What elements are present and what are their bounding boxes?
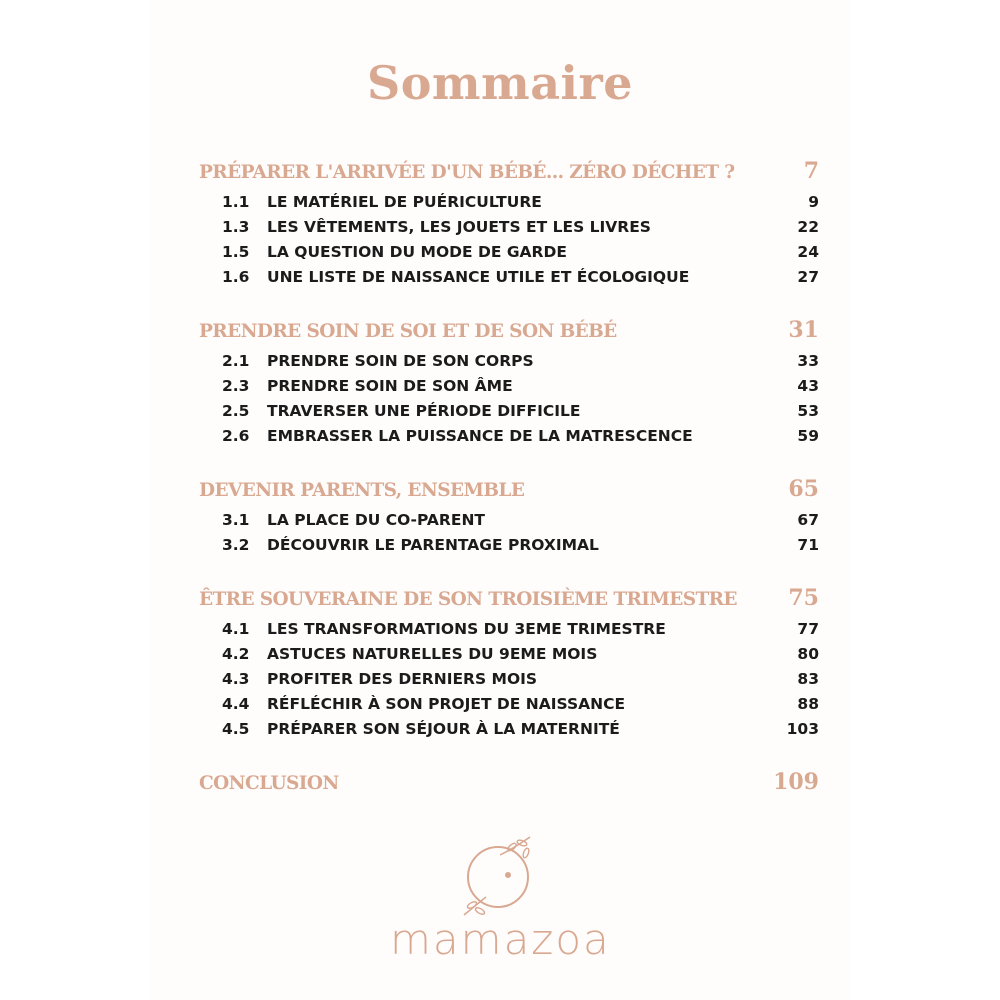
item-label: RÉFLÉCHIR À SON PROJET DE NAISSANCE — [267, 695, 626, 713]
toc-item — [199, 349, 819, 374]
brand-name: mamazoa — [390, 915, 611, 964]
item-page-number: 83 — [797, 670, 819, 688]
item-label: EMBRASSER LA PUISSANCE DE LA MATRESCENCE — [267, 427, 693, 445]
item-label: TRAVERSER UNE PÉRIODE DIFFICILE — [267, 402, 581, 420]
item-number: 3.1 — [222, 511, 250, 529]
item-label: LE MATÉRIEL DE PUÉRICULTURE — [267, 193, 542, 211]
item-label: DÉCOUVRIR LE PARENTAGE PROXIMAL — [267, 536, 599, 554]
section-title: DEVENIR PARENTS, ENSEMBLE — [199, 480, 525, 501]
item-label: LES VÊTEMENTS, LES JOUETS ET LES LIVRES — [267, 218, 651, 236]
item-page-number: 53 — [797, 402, 819, 420]
item-number: 4.1 — [222, 620, 250, 638]
toc-item — [199, 717, 819, 742]
toc-item — [199, 265, 819, 290]
item-page-number: 59 — [797, 427, 819, 445]
item-label: UNE LISTE DE NAISSANCE UTILE ET ÉCOLOGIQUE — [267, 268, 690, 286]
item-page-number: 33 — [797, 352, 819, 370]
toc-section — [199, 579, 819, 742]
toc-section — [199, 470, 819, 558]
toc-section — [199, 152, 819, 290]
item-number: 2.3 — [222, 377, 250, 395]
item-label: ASTUCES NATURELLES DU 9EME MOIS — [267, 645, 598, 663]
document-page — [150, 0, 850, 1000]
section-title: PRENDRE SOIN DE SOI ET DE SON BÉBÉ — [199, 321, 617, 342]
item-label: PROFITER DES DERNIERS MOIS — [267, 670, 538, 688]
toc-item — [199, 692, 819, 717]
item-number: 4.5 — [222, 720, 250, 738]
section-title: PRÉPARER L'ARRIVÉE D'UN BÉBÉ... ZÉRO DÉCHET ? — [199, 162, 735, 183]
item-page-number: 71 — [797, 536, 819, 554]
item-label: PRENDRE SOIN DE SON ÂME — [267, 377, 513, 395]
item-number: 2.5 — [222, 402, 250, 420]
toc-item — [199, 190, 819, 215]
section-heading — [199, 311, 819, 349]
section-heading — [199, 152, 819, 190]
section-page-number: 7 — [803, 158, 819, 184]
toc-section — [199, 311, 819, 449]
section-page-number: 31 — [788, 317, 819, 343]
toc-item — [199, 240, 819, 265]
item-number: 1.5 — [222, 243, 250, 261]
toc-section — [199, 763, 819, 801]
section-title: ÊTRE SOUVERAINE DE SON TROISIÈME TRIMESTRE — [199, 589, 737, 610]
section-heading — [199, 470, 819, 508]
item-number: 2.6 — [222, 427, 250, 445]
item-page-number: 24 — [797, 243, 819, 261]
item-number: 1.6 — [222, 268, 250, 286]
table-of-contents — [199, 152, 819, 822]
item-page-number: 77 — [797, 620, 819, 638]
toc-item — [199, 215, 819, 240]
item-number: 4.4 — [222, 695, 250, 713]
item-page-number: 80 — [797, 645, 819, 663]
item-label: LA QUESTION DU MODE DE GARDE — [267, 243, 567, 261]
item-page-number: 43 — [797, 377, 819, 395]
item-number: 4.2 — [222, 645, 250, 663]
toc-item — [199, 399, 819, 424]
toc-item — [199, 642, 819, 667]
section-heading — [199, 763, 819, 801]
toc-item — [199, 374, 819, 399]
item-page-number: 103 — [786, 720, 819, 738]
item-number: 1.1 — [222, 193, 250, 211]
item-label: PRÉPARER SON SÉJOUR À LA MATERNITÉ — [267, 720, 620, 738]
section-page-number: 109 — [773, 769, 819, 795]
item-label: LA PLACE DU CO-PARENT — [267, 511, 485, 529]
item-label: LES TRANSFORMATIONS DU 3EME TRIMESTRE — [267, 620, 666, 638]
moon-leaf-icon — [460, 835, 540, 919]
item-page-number: 27 — [797, 268, 819, 286]
toc-item — [199, 667, 819, 692]
section-page-number: 65 — [788, 476, 819, 502]
item-page-number: 88 — [797, 695, 819, 713]
section-heading — [199, 579, 819, 617]
item-page-number: 67 — [797, 511, 819, 529]
section-page-number: 75 — [788, 585, 819, 611]
item-number: 1.3 — [222, 218, 250, 236]
item-page-number: 22 — [797, 218, 819, 236]
item-number: 4.3 — [222, 670, 250, 688]
page-title: Sommaire — [366, 56, 634, 110]
toc-item — [199, 508, 819, 533]
item-number: 2.1 — [222, 352, 250, 370]
toc-item — [199, 533, 819, 558]
item-number: 3.2 — [222, 536, 250, 554]
item-label: PRENDRE SOIN DE SON CORPS — [267, 352, 534, 370]
brand-logo — [390, 835, 610, 965]
toc-item — [199, 617, 819, 642]
section-title: CONCLUSION — [199, 773, 339, 794]
item-page-number: 9 — [808, 193, 819, 211]
toc-item — [199, 424, 819, 449]
